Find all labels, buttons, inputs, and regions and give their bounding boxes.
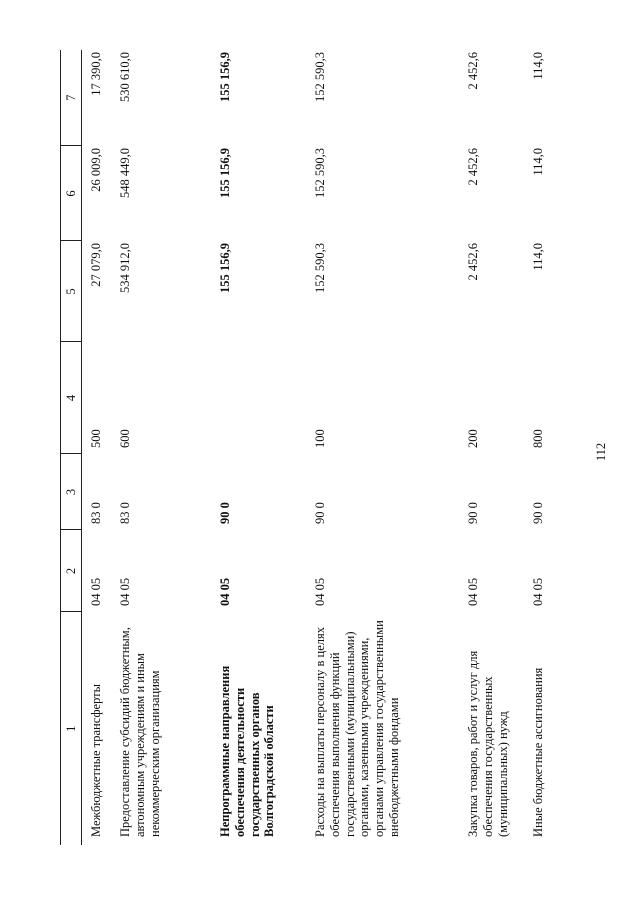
section-code: 04 05 xyxy=(218,577,232,606)
column-header: 4 xyxy=(61,342,82,454)
expense-type-code xyxy=(211,342,306,454)
value-col-5: 534 912,0 xyxy=(118,243,132,293)
value-col-6: 2 452,6 xyxy=(466,148,480,186)
section-code: 04 05 xyxy=(118,577,132,606)
column-header: 3 xyxy=(61,454,82,530)
value-col-7: 114,0 xyxy=(531,52,545,80)
row-name: Закупка товаров, работ и услуг для обеспечения государственных (муниципальных) нужд xyxy=(466,650,510,837)
column-header: 7 xyxy=(61,50,82,146)
value-col-6: 114,0 xyxy=(531,148,545,176)
value-col-7: 155 156,9 xyxy=(218,52,232,102)
value-col-5: 2 452,6 xyxy=(466,243,480,281)
section-code: 04 05 xyxy=(313,577,327,606)
value-col-6: 155 156,9 xyxy=(218,148,232,198)
table-row xyxy=(306,50,459,845)
column-header: 6 xyxy=(61,146,82,241)
article-code: 90 0 xyxy=(218,502,232,524)
value-col-7: 530 610,0 xyxy=(118,52,132,102)
column-header: 1 xyxy=(61,612,82,845)
page-number: 112 xyxy=(594,442,608,462)
column-header: 5 xyxy=(61,241,82,342)
article-code: 90 0 xyxy=(531,502,545,524)
value-col-7: 17 390,0 xyxy=(89,52,103,96)
column-header: 2 xyxy=(61,530,82,612)
expense-type-code: 200 xyxy=(466,429,480,448)
value-col-5: 114,0 xyxy=(531,243,545,271)
value-col-6: 26 009,0 xyxy=(89,148,103,192)
table-row xyxy=(459,50,524,845)
expense-type-code: 100 xyxy=(313,429,327,448)
row-name: Межбюджетные трансферты xyxy=(89,683,103,837)
value-col-7: 152 590,3 xyxy=(313,52,327,102)
article-code: 90 0 xyxy=(466,502,480,524)
row-name: Расходы на выплаты персоналу в целях обеспечения выполнения функций государственными (муниципальными) органами, казенными учреждениями, органами управления государственными внебюджетными фондами xyxy=(313,620,401,837)
row-name: Непрограммные направления обеспечения деятельности государственных органов Волгоградской области xyxy=(218,665,277,837)
section-code: 04 05 xyxy=(531,577,545,606)
budget-table xyxy=(60,50,556,845)
row-name: Иные бюджетные ассигнования xyxy=(531,667,545,837)
value-col-5: 155 156,9 xyxy=(218,243,232,293)
article-code: 83 0 xyxy=(118,502,132,524)
expense-type-code: 800 xyxy=(531,429,545,448)
expense-type-code: 600 xyxy=(118,429,132,448)
table-header-row xyxy=(61,50,82,845)
table-row xyxy=(82,50,112,845)
article-code: 83 0 xyxy=(89,502,103,524)
value-col-7: 2 452,6 xyxy=(466,52,480,90)
value-col-5: 27 079,0 xyxy=(89,243,103,287)
table-row xyxy=(111,50,211,845)
expense-type-code: 500 xyxy=(89,429,103,448)
row-name: Предоставление субсидий бюджетным, автономным учреждениям и иным некоммерческим организациям xyxy=(118,627,162,837)
value-col-6: 548 449,0 xyxy=(118,148,132,198)
section-code: 04 05 xyxy=(89,577,103,606)
section-code: 04 05 xyxy=(466,577,480,606)
value-col-6: 152 590,3 xyxy=(313,148,327,198)
table-row xyxy=(211,50,306,845)
table-row xyxy=(524,50,556,845)
article-code: 90 0 xyxy=(313,502,327,524)
value-col-5: 152 590,3 xyxy=(313,243,327,293)
